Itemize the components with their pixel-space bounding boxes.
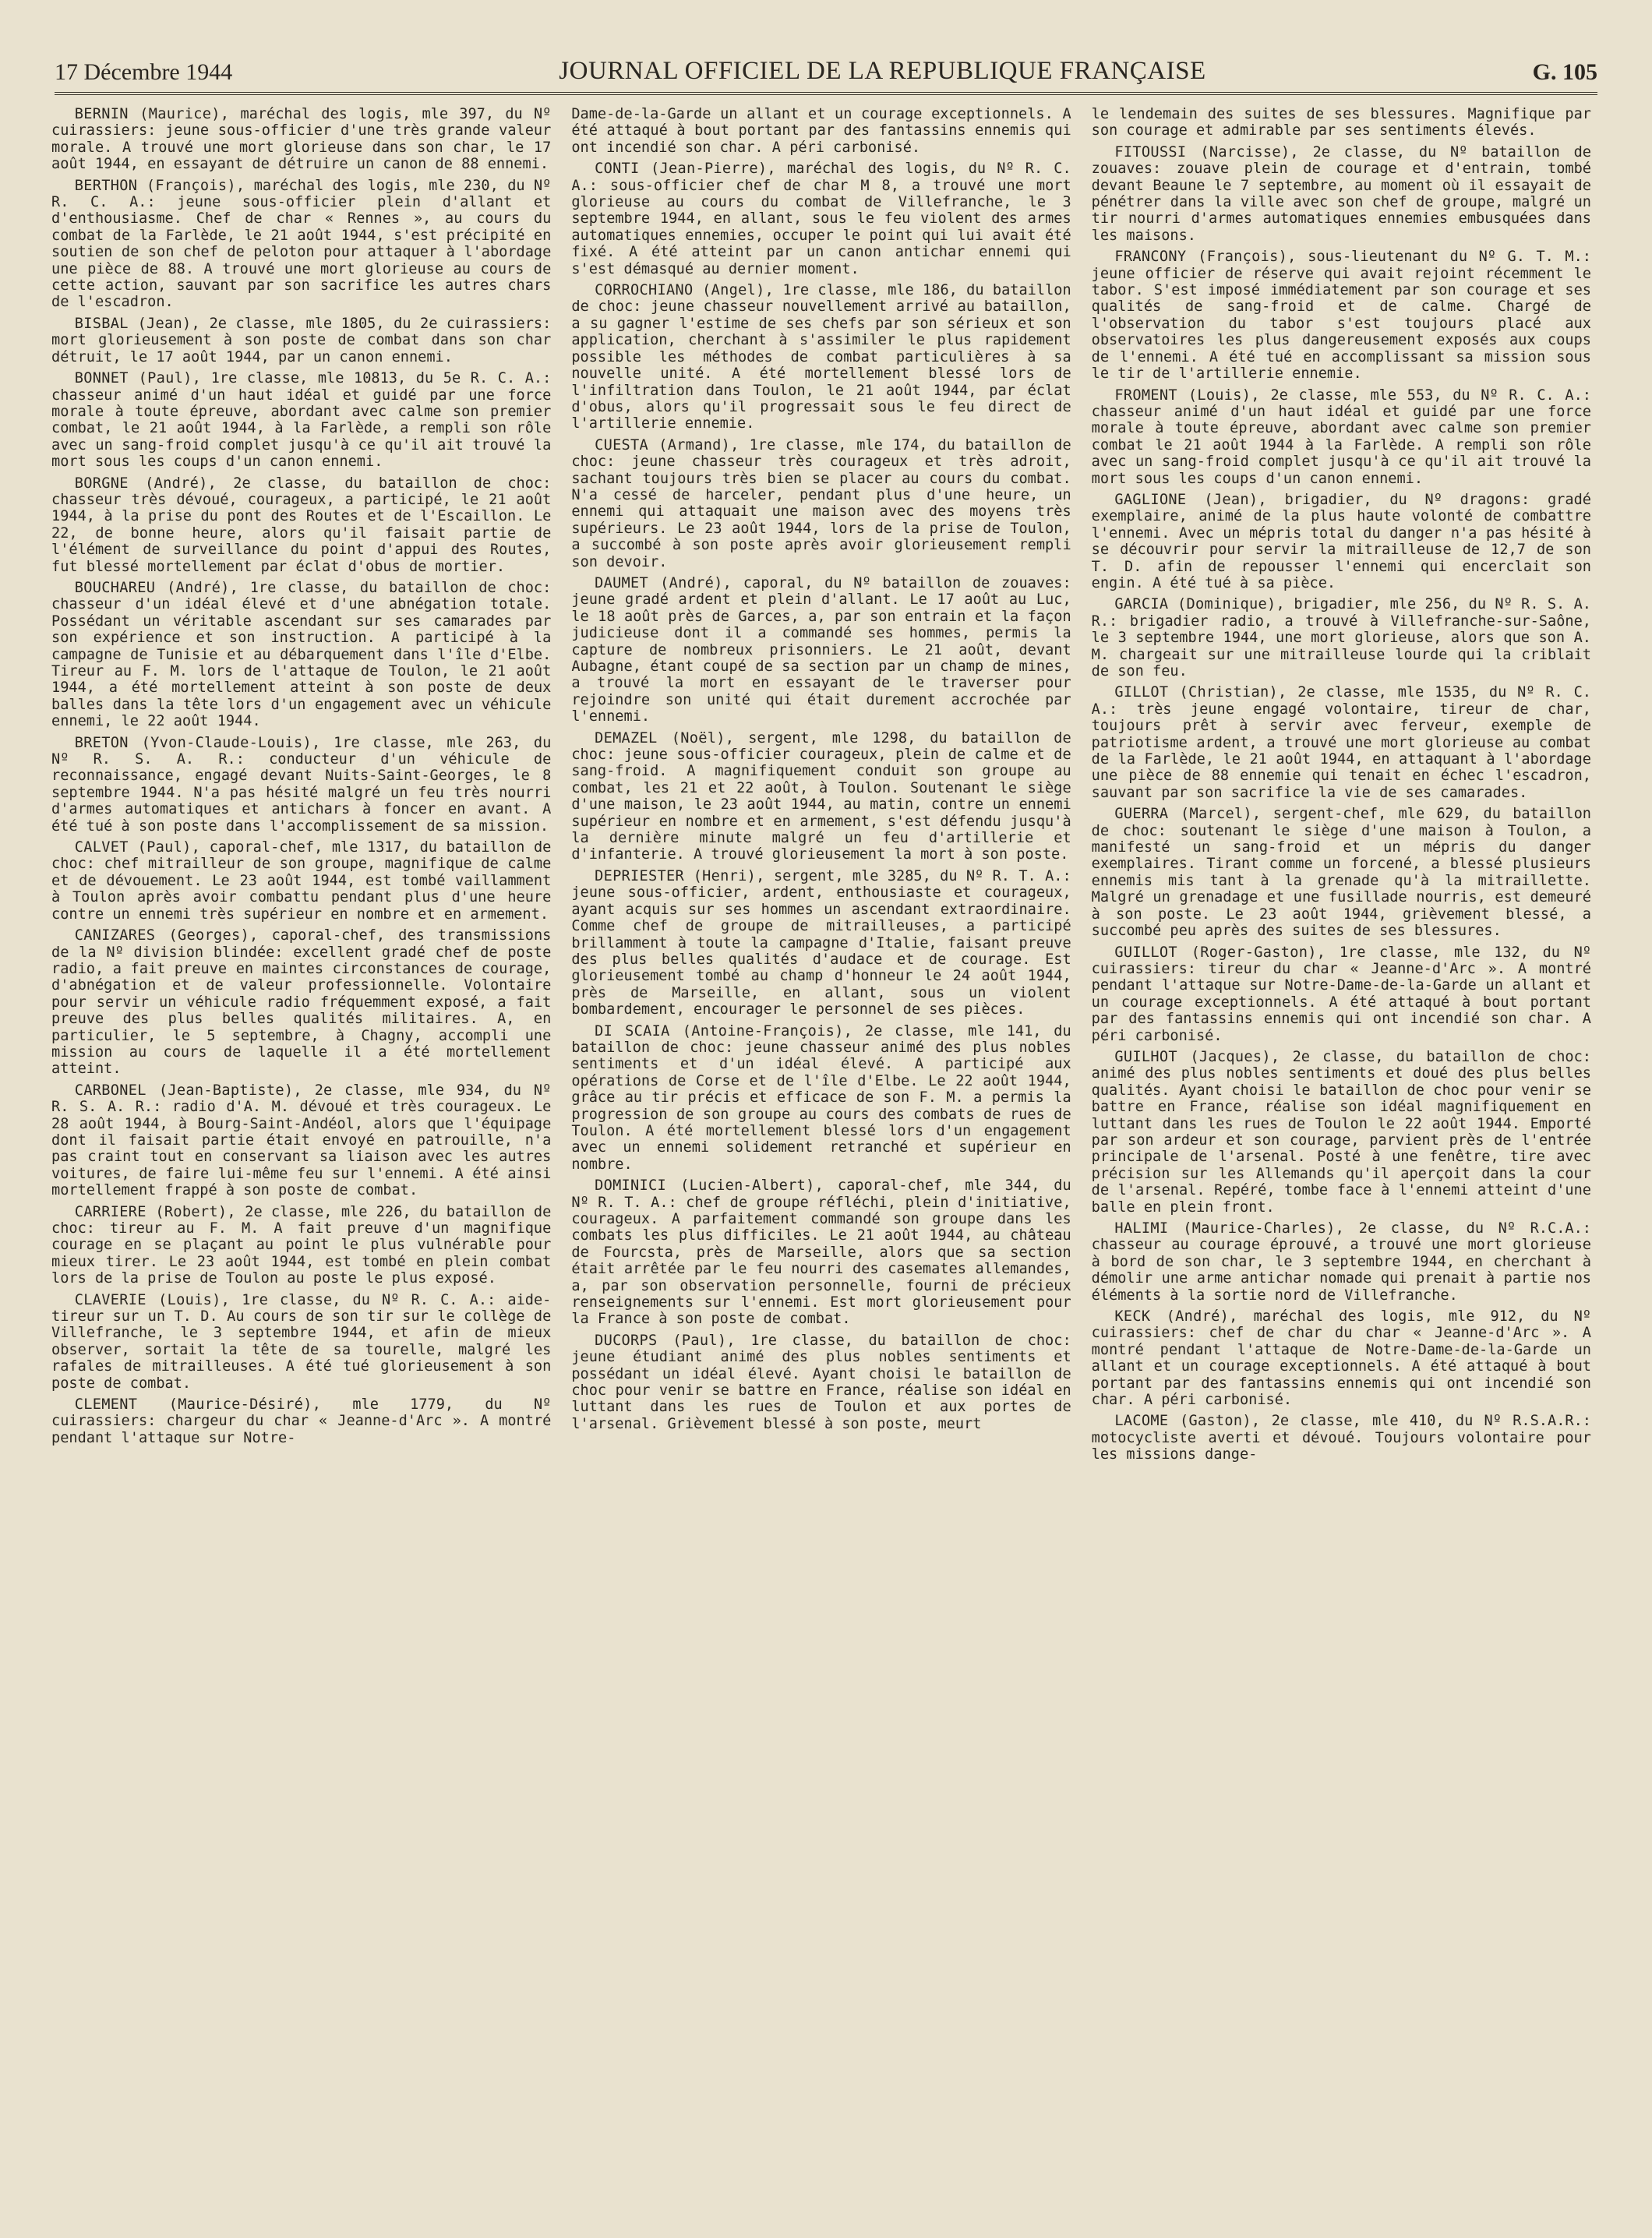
- citation-name: CUESTA (Armand),: [595, 436, 740, 454]
- citation-entry: [1092, 387, 1591, 487]
- column-2: [571, 106, 1071, 2215]
- citation-text: sous-lieutenant du Nº G. T. M.: jeune officier de réserve qui avait rejoint récemment le tabor. S'est imposé immédiatement par son courage et ses qualités de sang-froid et de calme. Chargé de l'observation du tabor s'est toujours placé aux observatoires les plus dangereusement exposés aux coups de l'ennemi. A été tué en accomplissant sa mission sous le tir de l'artillerie ennemie.: [1091, 249, 1591, 383]
- citation-entry: [1092, 1413, 1591, 1463]
- citation-text: caporal-chef, mle 344, du Nº R. T. A.: chef de groupe réfléchi, plein d'initiative, courageux. A parfaitement commandé son groupe dans les combats les plus difficiles. Le 21 août 1944, au château de Fourcsta, près de Marseille, alors que sa section était arrêtée par le feu nourri des casemates allemandes, a, par son observation personnelle, fourni de précieux renseignements sur l'ennemi. Est mort glorieusement pour la France à son poste de combat.: [571, 1177, 1071, 1328]
- citation-entry: [571, 161, 1071, 277]
- citation-text: 2e classe, mle 226, du bataillon de choc: tireur au F. M. A fait preuve d'un magnifique courage en se plaçant au point le plus vulnérable pour mieux tirer. Le 23 août 1944, est tombé en plein combat lors de la prise de Toulon au poste le plus exposé.: [51, 1203, 552, 1287]
- citation-name: FRANCONY (François),: [1114, 249, 1297, 266]
- citation-name: GUERRA (Marcel),: [1114, 806, 1262, 823]
- page-number: G. 105: [1532, 59, 1597, 85]
- citation-entry: [1092, 1220, 1591, 1304]
- citation-text: maréchal des logis, mle 912, du Nº cuirassiers: chef de char du char « Jeanne-d'Arc ». A montré pendant l'attaque de Notre-Dame-de-la-Garde un allant et un courage exceptionnels. A été attaqué à bout portant par des fantassins ennemis qui ont incendié son char. A péri carbonisé.: [1091, 1308, 1591, 1409]
- citation-entry: [571, 1333, 1071, 1432]
- citation-entry: [51, 927, 551, 1078]
- citation-entry: [51, 370, 551, 470]
- citation-text: 1re classe, mle 132, du Nº cuirassiers: tireur du char « Jeanne-d'Arc ». A montré pendant l'attaque sur Notre-Dame-de-la-Garde un allant et un courage exceptionnels. A été attaqué à bout portant par des fantassins ennemis qui ont incendié son char. A péri carbonisé.: [1091, 944, 1591, 1044]
- citation-entry: [571, 437, 1071, 570]
- citation-text: le lendemain des suites de ses blessures. Magnifique par son courage et admirable par ses sentiments élevés.: [1091, 106, 1591, 139]
- citation-text: 1re classe, du bataillon de choc: chasseur d'un idéal élevé et d'une abnégation totale. Possédant un véritable ascendant sur ses camarades par son expérience et son instruction. A participé à la campagne de Tunisie et au débarquement dans l'île d'Elbe. Tireur au F. M. lors de l'attaque de Toulon, le 21 août 1944, a été mortellement atteint à son poste de deux balles dans la tête lors d'un engagement avec un véhicule ennemi, le 22 août 1944.: [51, 579, 552, 730]
- citation-text: 1re classe, mle 174, du bataillon de choc: jeune chasseur très courageux et très adroit, sachant toujours très bien se placer au cours du combat. N'a cessé de harceler, pendant plus d'une heure, un ennemi qui attaquait une maison avec des moyens très supérieurs. Le 23 août 1944, lors de la prise de Toulon, a succombé à son poste après avoir glorieusement rempli son devoir.: [571, 436, 1071, 570]
- citation-text: sergent, mle 1298, du bataillon de choc: jeune sous-officier courageux, plein de calme et de sang-froid. A magnifiquement conduit son groupe au combat, les 21 et 22 août, à Toulon. Soutenant le siège d'une maison, le 23 août 1944, au matin, contre un ennemi supérieur en nombre et en armement, s'est défendu jusqu'à la dernière minute malgré un feu d'artillerie et d'infanterie. A trouvé glorieusement la mort à son poste.: [571, 729, 1071, 863]
- citation-entry: [1092, 596, 1591, 680]
- citation-entry: [1092, 144, 1591, 244]
- citation-name: GUILHOT (Jacques),: [1114, 1048, 1280, 1065]
- citation-text: caporal-chef, mle 1317, du bataillon de choc: chef mitrailleur de son groupe, magnifique de calme et de dévouement. Le 23 août 1944, est tombé vaillamment à Toulon après avoir combattu pendant plus d'une heure contre un ennemi très supérieur en nombre et en armement.: [51, 839, 552, 923]
- citation-text: 2e classe, du Nº bataillon de zouaves: zouave plein de courage et d'entrain, tombé devant Beaune le 7 septembre, au moment où il essayait de pénétrer dans la ville avec son chef de groupe, malgré un tir nourri d'armes automatiques ennemies embusquées dans les maisons.: [1091, 143, 1591, 244]
- citation-text: maréchal des logis, mle 397, du Nº cuirassiers: jeune sous-officier d'une très grande valeur morale. A trouvé une mort glorieuse dans son char, le 17 août 1944, en essayant de détruire un canon de 88 ennemi.: [51, 106, 552, 173]
- citation-entry: [1092, 944, 1591, 1044]
- column-1: [51, 106, 551, 2215]
- citation-name: CLAVERIE (Louis),: [74, 1291, 231, 1308]
- citation-text: sergent, mle 3285, du Nº R. T. A.: jeune sous-officier, ardent, enthousiaste et courageux, ayant acquis sur ses hommes un ascendant extraordinaire. Comme chef de groupe de mitrailleuses, a participé brillamment à toute la campagne d'Italie, faisant preuve des plus belles qualités d'audace et de courage. Est glorieusement tombé au champ d'honneur le 24 août 1944, près de Marseille, en allant, sous un violent bombardement, encourager le personnel de ses pièces.: [571, 867, 1071, 1018]
- citation-entry: [1092, 492, 1591, 591]
- citation-entry: [1092, 806, 1591, 939]
- citation-text: brigadier, mle 256, du Nº R. S. A. R.: brigadier radio, a trouvé à Villefranche-sur-Saône, le 3 septembre 1944, une mort glorieuse, alors que son A. M. chargeait sur une mitrailleuse lourde qui la criblait de son feu.: [1091, 596, 1591, 680]
- citation-text: sergent-chef, mle 629, du bataillon de choc: soutenant le siège d'une maison à Toulon, a manifesté un sang-froid et un mépris du danger exemplaires. Tirant comme un forcené, a blessé plusieurs ennemis mis tant à la grenade qu'à la mitraillette. Malgré un grenadage et une fusillade nourris, est demeuré à son poste. Le 23 août 1944, grièvement blessé, a succombé peu après des suites de ses blessures.: [1091, 806, 1591, 940]
- citation-text: 2e classe, du Nº R.C.A.: chasseur au courage éprouvé, a trouvé une mort glorieuse à bord de son char, le 3 septembre 1944, en cherchant à démolir une arme antichar nomade qui prenait à partie nos éléments à la sortie nord de Villefranche.: [1091, 1220, 1591, 1304]
- citation-text: 2e classe, mle 1805, du 2e cuirassiers: mort glorieusement à son poste de combat dans son char détruit, le 17 août 1944, par un canon ennemi.: [51, 315, 552, 365]
- citation-name: CORROCHIANO (Angel),: [595, 282, 775, 299]
- citation-entry: [51, 735, 551, 835]
- citation-text: 2e classe, mle 553, du Nº R. C. A.: chasseur animé d'un haut idéal et guidé par une force morale à toute épreuve, abordant avec calme son premier combat le 21 août 1944 à la Farlède. A rempli son rôle avec un sang-froid complet jusqu'à ce qu'il ait trouvé la mort sous les coups d'un canon ennemi.: [1091, 387, 1591, 487]
- citation-text: maréchal des logis, mle 230, du Nº R. C. A.: jeune sous-officier plein d'allant et d'enthousiasme. Chef de char « Rennes », au cours du combat de la Farlède, le 21 août 1944, s'est précipité en soutien de son chef de peloton pour attaquer à l'abordage une pièce de 88. A trouvé une mort glorieuse au cours de cette action, sauvant par son sacrifice les autres chars de l'escadron.: [51, 177, 552, 311]
- citation-text: 1re classe, mle 186, du bataillon de choc: jeune chasseur nouvellement arrivé au bataillon, a su gagner l'estime de ses chefs par son sérieux et son application, cherchant à s'assimiler le plus rapidement possible les méthodes de combat particulières à sa nouvelle unité. A été mortellement blessé lors de l'infiltration dans Toulon, le 21 août 1944, par éclat d'obus, alors qu'il progressait sous le feu direct de l'artillerie ennemie.: [571, 282, 1071, 432]
- text-columns: [51, 106, 1591, 2215]
- citation-name: CANIZARES (Georges),: [74, 927, 259, 944]
- citation-name: BRETON (Yvon-Claude-Louis),: [74, 734, 321, 751]
- citation-text: 2e classe, mle 1535, du Nº R. C. A.: très jeune engagé volontaire, tireur de char, toujours prêt à servir avec ferveur, exemple de patriotisme ardent, a trouvé une mort glorieuse au combat de la Farlède, le 21 août 1944, en attaquant à l'abordage une pièce de 88 ennemie qui tenait en échec l'escadron, sauvant par son sacrifice la vie de ses camarades.: [1091, 684, 1591, 801]
- citation-name: CARRIERE (Robert),: [74, 1203, 236, 1220]
- citation-name: GARCIA (Dominique),: [1114, 596, 1285, 613]
- citation-name: FROMENT (Louis),: [1114, 387, 1260, 404]
- citation-name: GUILLOT (Roger-Gaston),: [1114, 944, 1326, 961]
- citation-entry: [51, 1396, 551, 1446]
- citation-text: caporal-chef, des transmissions de la Nº division blindée: excellent gradé chef de poste radio, a fait preuve en maintes circonstances de courage, d'abnégation et de valeur professionnelle. Volontaire pour servir un véhicule radio fréquemment exposé, a fait preuve des plus belles qualités militaires. A, en particulier, le 5 septembre, à Chagny, accompli une mission au cours de laquelle il a été mortellement atteint.: [51, 927, 552, 1078]
- citation-name: CALVET (Paul),: [74, 839, 201, 856]
- citation-text: 2e classe, mle 141, du bataillon de choc: jeune chasseur animé des plus nobles sentiments et d'un idéal élevé. A participé aux opérations de Corse et de l'île d'Elbe. Le 22 août 1944, grâce au tir précis et efficace de son F. M. a permis la progression de son groupe au cours des combats de rues de Toulon. A été mortellement blessé lors d'un engagement avec un ennemi solidement retranché et supérieur en nombre.: [571, 1022, 1071, 1173]
- citation-text: 2e classe, du bataillon de choc: chasseur très dévoué, courageux, a participé, le 21 août 1944, à la prise du pont des Routes et de l'Escaillon. Le 22, de bonne heure, alors qu'il faisait partie de l'élément de surveillance du point d'appui des Routes, fut blessé mortellement par éclat d'obus de mortier.: [51, 475, 552, 575]
- citation-name: BOUCHAREU (André),: [74, 579, 239, 596]
- citation-entry: [51, 1204, 551, 1287]
- citation-name: BISBAL (Jean),: [74, 315, 201, 332]
- issue-date: 17 Décembre 1944: [55, 59, 233, 85]
- citation-name: BORGNE (André),: [74, 475, 217, 492]
- citation-name: CONTI (Jean-Pierre),: [595, 161, 776, 178]
- citation-text: caporal, du Nº bataillon de zouaves: jeune gradé ardent et plein d'allant. Le 17 août au Luc, le 18 août près de Garces, a, par son entrain et la façon judicieuse dont il a commandé ses hommes, permis la capture de nombreux prisonniers. Le 21 août, devant Aubagne, étant coupé de sa section par un champ de mines, a trouvé la mort en essayant de le traverser pour rejoindre son unité qui était durement accrochée par l'ennemi.: [571, 574, 1071, 725]
- citation-name: DEPRIESTER (Henri),: [595, 867, 765, 884]
- citation-entry: [51, 178, 551, 311]
- citation-entry: [51, 839, 551, 923]
- citation-name: LACOME (Gaston),: [1114, 1413, 1261, 1430]
- citation-entry: [1092, 1049, 1591, 1216]
- journal-title: JOURNAL OFFICIEL DE LA REPUBLIQUE FRANÇAISE: [559, 57, 1206, 85]
- citation-entry: [51, 475, 551, 575]
- citation-name: CARBONEL (Jean-Baptiste),: [74, 1082, 302, 1099]
- citation-entry: [51, 106, 551, 173]
- citation-text: maréchal des logis, du Nº R. C. A.: sous-officier chef de char M 8, a trouvé une mort glorieuse au cours du combat de Villefranche, le 3 septembre 1944, en allant, sous le feu violent des armes automatiques ennemies, occuper le point qui lui avait été fixé. A été atteint par un canon antichar ennemi qui s'est démasqué au dernier moment.: [571, 161, 1071, 277]
- citation-entry: [1092, 684, 1591, 801]
- citation-entry: [51, 1292, 551, 1392]
- citation-name: DUCORPS (Paul),: [595, 1332, 736, 1349]
- citation-entry: [1092, 249, 1591, 382]
- citation-entry: [571, 575, 1071, 725]
- citation-entry: [571, 282, 1071, 432]
- page-header: [55, 48, 1597, 95]
- citation-text: 2e classe, du bataillon de choc: animé des plus nobles sentiments et doué des plus belles qualités. Ayant choisi le bataillon de choc pour venir se battre en France, réalise son idéal magnifiquement en luttant dans les rues de Toulon le 22 août 1944. Emporté par son ardeur et son courage, parvient près de l'entrée principale de l'arsenal. Posté à une fenêtre, tire avec précision sur les Allemands qu'il aperçoit dans la cour de l'arsenal. Repéré, tombe face à l'ennemi atteint d'une balle en plein front.: [1091, 1048, 1591, 1216]
- citation-text: 1re classe, mle 10813, du 5e R. C. A.: chasseur animé d'un haut idéal et guidé par une force morale à toute épreuve, abordant avec calme son premier combat, le 21 août 1944, à la Farlède, a rempli son rôle avec un sang-froid complet jusqu'à ce qu'il ait trouvé la mort sous les coups d'un canon ennemi.: [51, 370, 552, 471]
- citation-text: Dame-de-la-Garde un allant et un courage exceptionnels. A été attaqué à bout portant par des fantassins ennemis qui ont incendié son char. A péri carbonisé.: [571, 106, 1071, 156]
- citation-entry: [571, 730, 1071, 863]
- citation-name: DAUMET (André),: [595, 574, 732, 591]
- citation-name: CLEMENT (Maurice-Désiré),: [74, 1396, 322, 1414]
- citation-continuation: [571, 106, 1071, 156]
- citation-entry: [1092, 1308, 1591, 1408]
- citation-entry: [571, 1177, 1071, 1328]
- citation-entry: [571, 868, 1071, 1018]
- citation-text: 1re classe, du bataillon de choc: jeune étudiant animé des plus nobles sentiments et possédant un idéal élevé. Ayant choisi le bataillon de choc pour venir se battre en France, réalise son idéal en luttant dans les rues de Toulon et aux portes de l'arsenal. Grièvement blessé à son poste, meurt: [571, 1332, 1071, 1432]
- citation-text: 1re classe, mle 263, du Nº R. S. A. R.: conducteur d'un véhicule de reconnaissance, engagé devant Nuits-Saint-Georges, le 8 septembre 1944. N'a pas hésité malgré un feu très nourri d'armes automatiques et antichars à foncer en avant. A été tué à son poste dans l'accomplissement de sa mission.: [51, 734, 552, 835]
- citation-text: 2e classe, mle 410, du Nº R.S.A.R.: motocycliste averti et dévoué. Toujours volontaire pour les missions dange-: [1091, 1413, 1591, 1463]
- citation-name: BERNIN (Maurice),: [74, 106, 230, 122]
- citation-name: BERTHON (François),: [74, 177, 245, 194]
- citation-name: FITOUSSI (Narcisse),: [1114, 143, 1299, 161]
- citation-name: DI SCAIA (Antoine-François),: [595, 1022, 853, 1040]
- citation-text: mle 1779, du Nº cuirassiers: chargeur du char « Jeanne-d'Arc ». A montré pendant l'attaque sur Notre-: [51, 1396, 552, 1446]
- citation-entry: [571, 1023, 1071, 1174]
- citation-entry: [51, 316, 551, 365]
- citation-entry: [51, 1082, 551, 1199]
- citation-name: HALIMI (Maurice-Charles),: [1114, 1220, 1345, 1237]
- citation-continuation: [1092, 106, 1591, 139]
- column-3: [1092, 106, 1591, 2215]
- citation-name: GAGLIONE (Jean),: [1114, 491, 1267, 508]
- citation-name: DOMINICI (Lucien-Albert),: [595, 1177, 824, 1195]
- citation-text: brigadier, du Nº dragons: gradé exemplaire, animé de la plus haute volonté de combattre l'ennemi. Avec un mépris total du danger n'a pas hésité à se découvrir pour servir la mitrailleuse de 12,7 de son T. D. afin de repousser l'ennemi qui encerclait son engin. A été tué à sa pièce.: [1091, 491, 1591, 591]
- citation-name: DEMAZEL (Noël),: [595, 729, 735, 747]
- citation-entry: [51, 580, 551, 730]
- citation-name: BONNET (Paul),: [74, 370, 202, 387]
- citation-text: 2e classe, mle 934, du Nº R. S. A. R.: radio d'A. M. dévoué et très courageux. Le 28 août 1944, à Bourg-Saint-Andéol, alors que l'équipage dont il faisait partie était envoyé en patrouille, n'a pas craint tout en conservant sa liaison avec les autres voitures, de faire lui-même feu sur l'ennemi. A été ainsi mortellement frappé à son poste de combat.: [51, 1082, 552, 1199]
- citation-name: GILLOT (Christian),: [1114, 684, 1287, 701]
- citation-text: 1re classe, du Nº R. C. A.: aide-tireur sur un T. D. Au cours de son tir sur le collège de Villefranche, le 3 septembre 1944, et afin de mieux observer, sortait la tête de sa tourelle, malgré les rafales de mitrailleuses. A été tué glorieusement à son poste de combat.: [51, 1291, 552, 1392]
- citation-name: KECK (André),: [1114, 1308, 1238, 1326]
